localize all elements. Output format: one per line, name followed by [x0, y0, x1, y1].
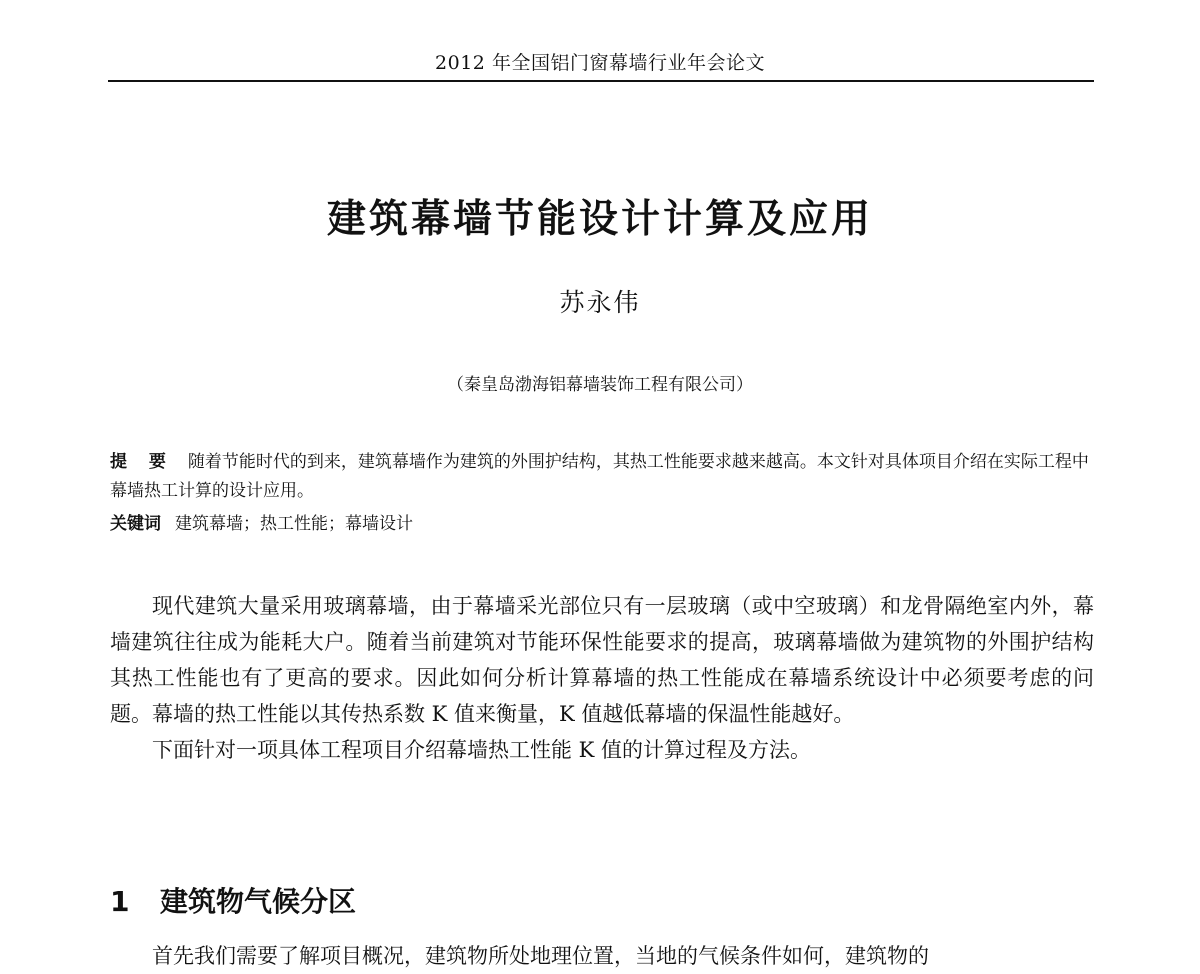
body-text [110, 588, 1094, 768]
running-header: 2012 年全国铝门窗幕墙行业年会论文 [435, 52, 765, 74]
abstract-label: 提 要 [110, 452, 174, 472]
author-affiliation: （秦皇岛渤海铝幕墙装饰工程有限公司） [447, 375, 753, 395]
keywords [110, 510, 1094, 539]
header-rule [108, 80, 1094, 82]
section-heading-1 [110, 880, 356, 920]
abstract-text: 随着节能时代的到来，建筑幕墙作为建筑的外围护结构，其热工性能要求越来越高。本文针对具体项目介绍在实际工程中幕墙热工计算的设计应用。 [110, 452, 1089, 501]
paper-title: 建筑幕墙节能设计计算及应用 [326, 197, 873, 242]
body-paragraph-2: 下面针对一项具体工程项目介绍幕墙热工性能 K 值的计算过程及方法。 [152, 738, 812, 762]
author-name: 苏永伟 [559, 288, 641, 317]
abstract [110, 448, 1094, 506]
section-title: 建筑物气候分区 [160, 885, 357, 918]
body-paragraph-1: 现代建筑大量采用玻璃幕墙，由于幕墙采光部位只有一层玻璃（或中空玻璃）和龙骨隔绝室内外，幕墙建筑往往成为能耗大户。随着当前建筑对节能环保性能要求的提高，玻璃幕墙做为建筑物的外围护结构其热工性能也有了更高的要求。因此如何分析计算幕墙的热工性能成在幕墙系统设计中必须要考虑的问题。幕墙的热工性能以其传热系数 K 值来衡量，K 值越低幕墙的保温性能越好。 [110, 594, 1094, 726]
keywords-label: 关键词 [110, 514, 161, 534]
section-number: 1 [110, 885, 130, 918]
cut-off-paragraph: 首先我们需要了解项目概况，建筑物所处地理位置，当地的气候条件如何，建筑物的 [152, 944, 929, 968]
keywords-text: 建筑幕墙；热工性能；幕墙设计 [175, 514, 413, 534]
